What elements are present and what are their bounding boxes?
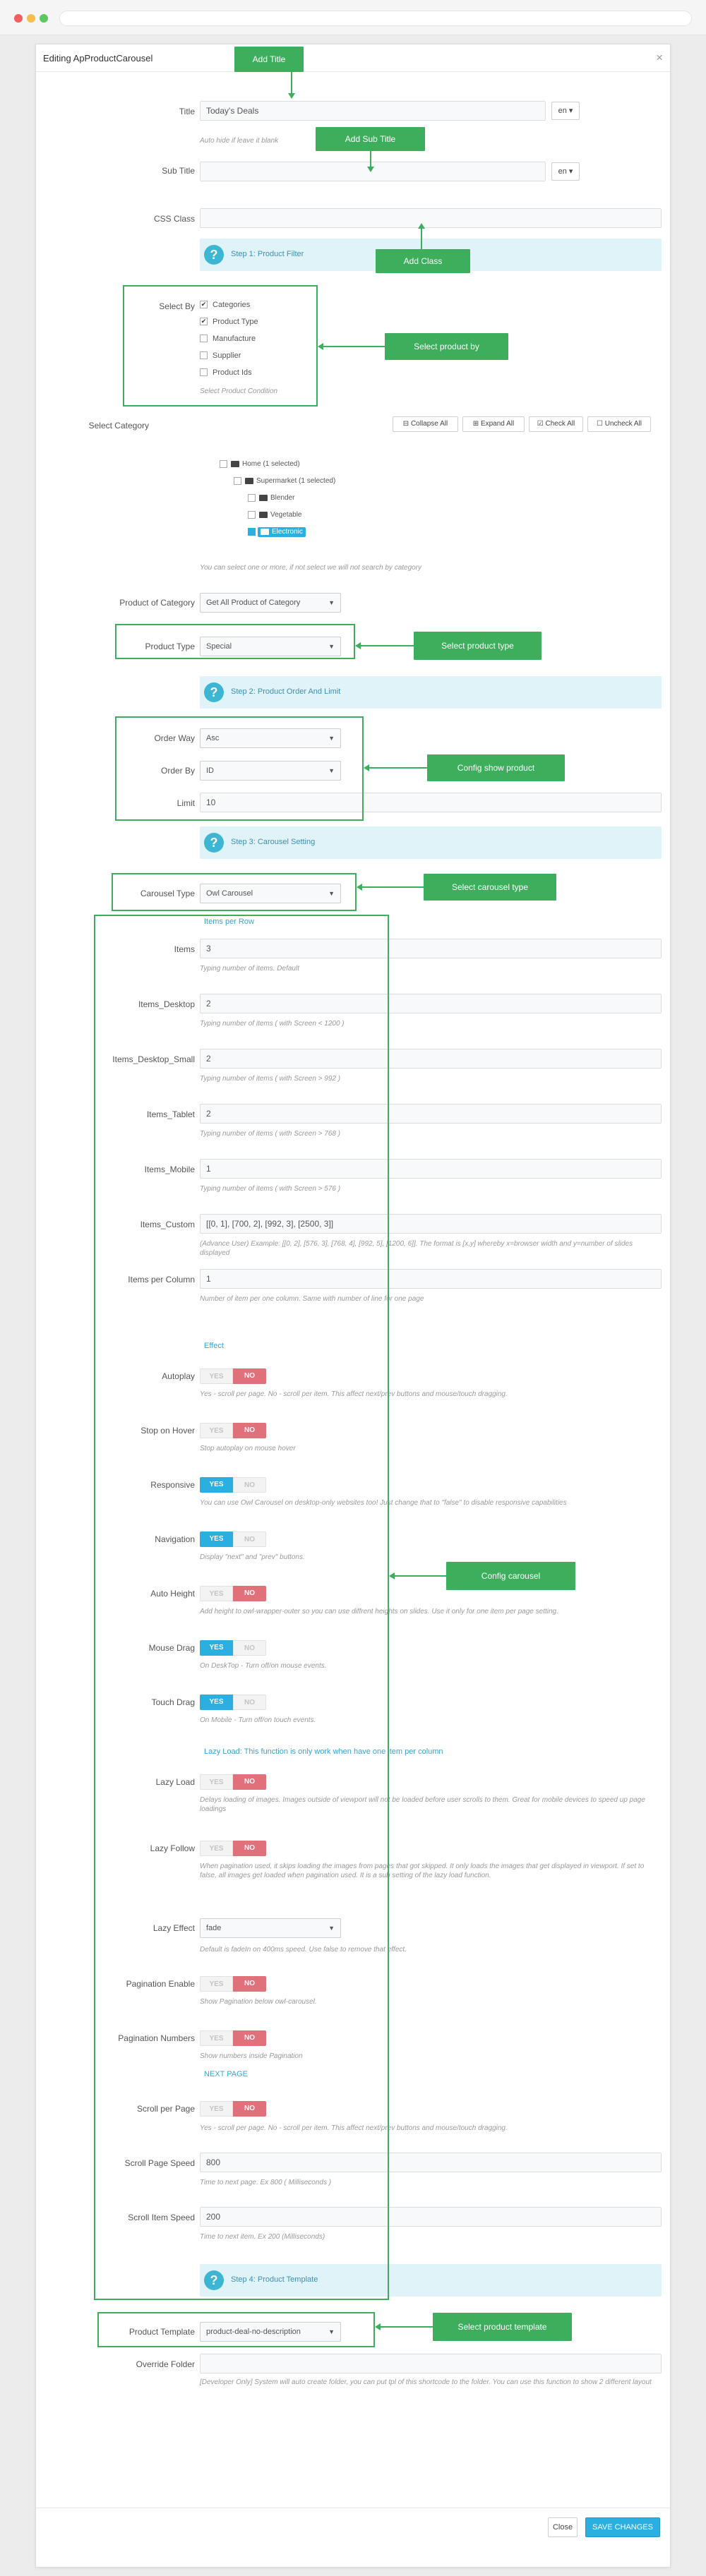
category-label: Electronic [258,527,306,537]
browser-close-dot[interactable] [14,14,23,23]
toggle-help: Delays loading of images. Images outside of viewport will not be loaded before user scrolls to them. Great for mobile devices to speed up page loadings [200,1796,645,1813]
toggle-help: On Mobile - Turn off/on touch events. [200,1716,316,1724]
expand-all-button[interactable]: ⊞ Expand All [462,416,525,432]
add-class-callout: Add Class [376,249,470,273]
callout-connector [361,645,414,646]
toggle-yes[interactable]: YES [200,1531,233,1547]
config-show-product-callout: Config show product [427,754,565,781]
toggle-label: Lazy Load [155,1777,195,1787]
folder-icon [259,495,268,501]
product-type-label: Product Type [145,642,195,651]
checkbox-icon[interactable] [248,528,256,536]
category-label: Blender [270,494,295,502]
folder-icon [261,529,269,535]
toggle-no[interactable]: NO [233,1368,266,1384]
product-of-category-value: Get All Product of Category [206,598,301,607]
select-by-option-label: Manufacture [213,335,256,343]
step-2-banner [200,676,662,709]
limit-label: Limit [176,798,195,808]
select-category-label: Select Category [88,421,149,431]
config-carousel-callout: Config carousel [446,1562,575,1590]
owl-field-label: Items [174,944,195,954]
toggle-label: Pagination Numbers [118,2033,195,2043]
toggle-label: Mouse Drag [148,1643,195,1653]
address-bar[interactable] [59,11,692,26]
toggle-yes[interactable]: YES [200,1586,233,1601]
lazy-effect-help: Default is fadeIn on 400ms speed. Use false to remove that effect. [200,1946,407,1954]
toggle-yes[interactable]: YES [200,1976,233,1992]
question-icon: ? [204,245,224,265]
toggle-no[interactable]: NO [233,1841,266,1856]
toggle-no[interactable]: NO [233,1774,266,1790]
arrow-left-icon [357,884,362,891]
arrow-left-icon [364,764,369,771]
scroll-page-speed-help: Time to next page. Ex 800 ( Milliseconds ) [200,2179,332,2186]
toggle-no[interactable]: NO [233,1640,266,1656]
uncheck-all-button[interactable]: ☐ Uncheck All [587,416,651,432]
title-lang-select[interactable]: en ▾ [551,102,580,120]
product-of-category-select[interactable] [200,593,341,613]
toggle-no[interactable]: NO [233,1695,266,1710]
close-icon[interactable]: × [656,51,663,64]
callout-connector [369,767,427,769]
browser-toolbar [0,0,706,35]
subtitle-label: Sub Title [162,166,195,176]
checkbox-icon[interactable] [220,460,227,468]
toggle-yes[interactable]: YES [200,1368,233,1384]
modal-header-divider [36,71,670,72]
category-label: Supermarket (1 selected) [256,477,336,485]
carousel-type-label: Carousel Type [140,889,195,898]
select-by-option-label: Categories [213,301,251,309]
toggle-help: Show numbers inside Pagination [200,2052,303,2060]
arrow-left-icon [318,343,323,350]
checkbox-checked-icon[interactable]: ✔ [201,318,207,325]
toggle-no[interactable]: NO [233,2030,266,2046]
scroll-per-page-help: Yes - scroll per page. No - scroll per item. This affect next/prev buttons and mouse/touch dragging. [200,2124,508,2132]
toggle-help: Show Pagination below owl-carousel. [200,1998,317,2006]
checkbox-icon[interactable] [234,477,241,485]
toggle-label: Autoplay [162,1371,195,1381]
toggle-yes[interactable]: YES [200,2030,233,2046]
toggle-help: Display "next" and "prev" buttons. [200,1553,305,1561]
step-1-title: Step 1: Product Filter [231,250,304,258]
subtitle-lang-select[interactable]: en ▾ [551,162,580,181]
lazy-effect-label: Lazy Effect [152,1923,195,1933]
step-3-banner [200,826,662,859]
toggle-label: Stop on Hover [140,1426,195,1436]
owl-field-help: (Advance User) Example: [[0, 2], [576, 3], [768, 4], [992, 5], [1200, 6]]. The format is [x,y] whereby x=browser width and y=number of slides displayed [200,1240,633,1257]
select-by-option-label: Product Type [213,318,258,326]
owl-field-label: Items_Desktop_Small [112,1054,195,1064]
owl-field-help: Typing number of items ( with Screen > 576 ) [200,1185,341,1193]
arrow-up-icon [418,223,425,229]
owl-field-label: Items_Mobile [144,1164,195,1174]
category-tree-node[interactable] [248,527,389,538]
lazy-load-heading: Lazy Load: This function is only work when have one item per column [204,1747,443,1756]
scroll-per-page-label: Scroll per Page [136,2104,195,2114]
toggle-yes[interactable]: YES [200,1774,233,1790]
order-way-label: Order Way [154,733,195,743]
category-tree-node[interactable] [248,493,389,505]
owl-field-input[interactable]: 3 [200,939,662,958]
browser-maximize-dot[interactable] [40,14,48,23]
toggle-label: Lazy Follow [150,1843,195,1853]
category-tree-node[interactable] [220,459,361,471]
category-tree-node[interactable] [234,476,375,488]
toggle-yes[interactable]: YES [200,1477,233,1493]
toggle-label: Pagination Enable [126,1979,195,1989]
effect-heading: Effect [204,1342,224,1350]
select-by-option-label: Supplier [213,351,241,360]
arrow-left-icon [375,2323,381,2330]
caret-down-icon: ▼ [328,1925,335,1932]
product-template-value: product-deal-no-description [206,2328,301,2336]
toggle-label: Navigation [155,1534,195,1544]
question-icon: ? [204,833,224,853]
category-toolbar [393,416,668,432]
toggle-no[interactable]: NO [233,1531,266,1547]
add-title-callout: Add Title [234,47,304,72]
scroll-item-speed-help: Time to next item. Ex 200 (Milliseconds) [200,2233,325,2241]
modal-title: Editing ApProductCarousel [43,53,153,64]
owl-field-help: Typing number of items ( with Screen > 768 ) [200,1130,341,1138]
toggle-label: Touch Drag [151,1697,195,1707]
arrow-left-icon [355,642,361,649]
question-icon: ? [204,682,224,702]
select-product-template-callout: Select product template [433,2313,572,2341]
select-carousel-type-callout: Select carousel type [424,874,556,901]
step-4-title: Step 4: Product Template [231,2275,318,2284]
caret-down-icon: ▼ [328,890,335,897]
toggle-help: Add height to owl-wrapper-outer so you can use diffrent heights on slides. Use it only for one item per page setting. [200,1608,558,1615]
css-class-label: CSS Class [153,214,195,224]
arrow-down-icon [288,93,295,99]
toggle-no[interactable]: NO [233,1423,266,1438]
add-sub-title-callout: Add Sub Title [316,127,425,151]
owl-field-help: Number of item per one column. Same with number of line for one page [200,1295,424,1303]
callout-connector [395,1575,446,1577]
caret-down-icon: ▼ [328,2328,335,2335]
checkbox-icon[interactable] [248,511,256,519]
owl-field-input[interactable]: [[0, 1], [700, 2], [992, 3], [2500, 3]] [200,1214,662,1234]
browser-minimize-dot[interactable] [27,14,35,23]
question-icon: ? [204,2270,224,2290]
lazy-effect-value: fade [206,1924,222,1932]
select-category-help: You can select one or more, if not select we will not search by category [200,564,422,572]
callout-connector [381,2326,433,2328]
step-3-title: Step 3: Carousel Setting [231,838,316,846]
save-changes-button[interactable]: SAVE CHANGES [585,2517,660,2537]
step-2-title: Step 2: Product Order And Limit [231,687,341,696]
category-label: Home (1 selected) [242,460,300,468]
title-help: Auto hide if leave it blank [200,137,279,145]
override-folder-help: [Developer Only] System will auto create folder, you can put tpl of this shortcode to the folder. You can use this function to show 2 different layout [200,2378,652,2386]
product-type-value: Special [206,642,232,651]
owl-field-input[interactable]: 1 [200,1159,662,1179]
toggle-yes[interactable]: YES [200,1695,233,1710]
css-class-input[interactable] [200,208,662,228]
toggle-yes[interactable]: YES [200,1423,233,1438]
owl-field-input[interactable]: 2 [200,1049,662,1069]
toggle-no[interactable]: NO [233,1586,266,1601]
toggle-help: Stop autoplay on mouse hover [200,1445,296,1452]
toggle-label: Auto Height [150,1589,195,1599]
owl-field-help: Typing number of items ( with Screen > 992 ) [200,1075,341,1083]
callout-connector [362,886,424,888]
close-button[interactable]: Close [548,2517,578,2537]
toggle-yes[interactable]: YES [200,1640,233,1656]
toggle-no[interactable]: NO [233,2101,266,2117]
title-input[interactable]: Today's Deals [200,101,546,121]
select-by-option-label: Product Ids [213,368,252,377]
select-by-label: Select By [159,301,195,311]
category-label: Vegetable [270,511,302,519]
arrow-left-icon [389,1572,395,1579]
owl-field-input[interactable]: 2 [200,1104,662,1124]
caret-down-icon: ▼ [328,643,335,650]
scroll-page-speed-label: Scroll Page Speed [124,2158,195,2168]
items-per-row-heading: Items per Row [204,917,254,926]
owl-field-help: Typing number of items. Default [200,965,299,973]
callout-connector [370,151,371,167]
caret-down-icon: ▼ [328,735,335,742]
scroll-item-speed-input[interactable]: 200 [200,2207,662,2227]
owl-field-label: Items_Tablet [146,1109,195,1119]
caret-down-icon: ▼ [328,767,335,774]
override-folder-label: Override Folder [136,2359,195,2369]
select-product-by-callout: Select product by [385,333,508,360]
toggle-help: You can use Owl Carousel on desktop-only websites too! Just change that to "false" to disable responsive capabilities [200,1499,567,1507]
owl-field-help: Typing number of items ( with Screen < 1200 ) [200,1020,345,1028]
callout-connector [421,228,422,249]
override-folder-input[interactable] [200,2354,662,2373]
toggle-help: When pagination used, it skips loading the images from pages that got skipped. It only loads the images that get displayed in viewport. If set to false, all images get loaded when pagination used. It is a sub setting of the lazy load function. [200,1862,645,1879]
toggle-help: Yes - scroll per page. No - scroll per item. This affect next/prev buttons and mouse/touch dragging. [200,1390,508,1398]
caret-down-icon: ▼ [328,599,335,606]
checkbox-icon[interactable] [248,494,256,502]
category-tree-node[interactable] [248,510,389,522]
carousel-type-value: Owl Carousel [206,889,253,898]
owl-field-label: Items_Custom [140,1220,195,1229]
order-by-label: Order By [160,766,195,776]
product-type-highlight [115,624,355,659]
order-limit-highlight [115,716,364,821]
product-of-category-label: Product of Category [119,598,195,608]
order-by-value: ID [206,766,214,775]
callout-connector [323,346,385,347]
toggle-help: On DeskTop - Turn off/on mouse events. [200,1662,327,1670]
carousel-config-highlight [94,915,389,2300]
checkbox-checked-icon[interactable]: ✔ [201,301,207,308]
product-template-label: Product Template [128,2327,195,2337]
owl-field-label: Items per Column [128,1275,195,1284]
toggle-yes[interactable]: YES [200,2101,233,2117]
owl-field-label: Items_Desktop [138,999,195,1009]
owl-field-input[interactable]: 1 [200,1269,662,1289]
select-by-highlight [123,285,318,407]
folder-icon [245,478,253,484]
arrow-down-icon [367,167,374,172]
check-all-button[interactable]: ☑ Check All [529,416,583,432]
collapse-all-button[interactable]: ⊟ Collapse All [393,416,458,432]
toggle-no[interactable]: NO [233,1477,266,1493]
product-template-highlight [97,2312,375,2347]
next-page-heading: NEXT PAGE [204,2070,248,2078]
folder-icon [231,461,239,467]
scroll-page-speed-input[interactable]: 800 [200,2153,662,2172]
title-label: Title [179,107,195,116]
select-by-help: Select Product Condition [200,387,278,395]
toggle-yes[interactable]: YES [200,1841,233,1856]
callout-connector [291,72,292,93]
limit-input[interactable]: 10 [200,793,662,812]
toggle-label: Responsive [150,1480,195,1490]
order-way-value: Asc [206,734,220,742]
scroll-item-speed-label: Scroll Item Speed [128,2213,195,2222]
select-product-type-callout: Select product type [414,632,542,660]
folder-icon [259,512,268,518]
owl-field-input[interactable]: 2 [200,994,662,1013]
toggle-no[interactable]: NO [233,1976,266,1992]
carousel-type-highlight [112,873,357,911]
